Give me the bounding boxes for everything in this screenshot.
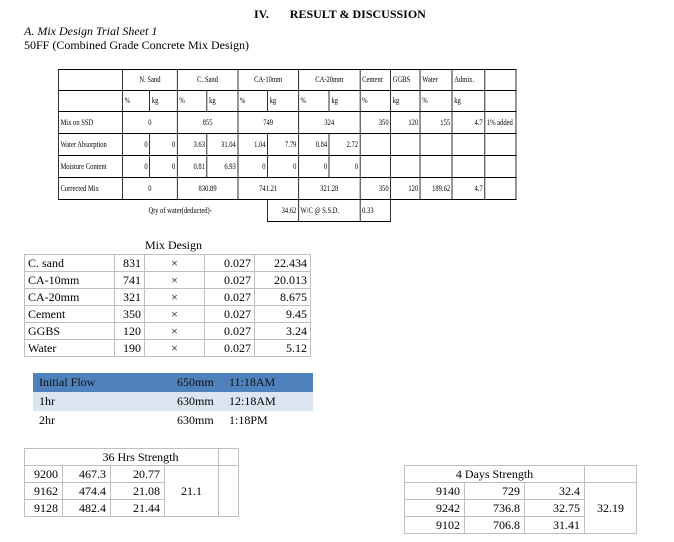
load-value: 706.8 [465, 517, 525, 534]
blank-cell [219, 449, 239, 466]
mix-design-title: Mix Design [145, 238, 202, 252]
empty-cell [420, 156, 452, 178]
flow-time: 11:18AM [223, 373, 313, 392]
row-label: Mix on SSD [58, 112, 122, 134]
unit-cell: kg [329, 91, 360, 112]
unit-cell: kg [268, 91, 299, 112]
material-qty: 741 [115, 272, 145, 289]
strength-title: 4 Days Strength [405, 466, 585, 483]
qty-water-label: Qty of water(deducted)- [148, 205, 212, 215]
factor: 0.027 [205, 289, 255, 306]
material-name: GGBS [25, 323, 115, 340]
flow-label: 2hr [33, 411, 171, 430]
mix-trial-table [58, 69, 516, 222]
load-value: 482.4 [63, 500, 111, 517]
subheading: A. Mix Design Trial Sheet 1 [24, 24, 158, 38]
wc-ratio-label: W/C @ S.S.D. [298, 200, 360, 222]
header-admix: Admix. [452, 70, 485, 91]
cell-csand-kg: 6.93 [207, 156, 238, 178]
multiply-sign: × [145, 255, 205, 272]
header-ca10: CA-10mm [238, 70, 299, 91]
header-nsand: N. Sand [123, 70, 178, 91]
cell-ca20: 324 [298, 112, 360, 134]
strength-value: 21.44 [111, 500, 165, 517]
material-name: CA-20mm [25, 289, 115, 306]
cell-ca20-pct: 0.84 [298, 134, 329, 156]
table-row [25, 466, 239, 483]
cell-csand-pct: 3.63 [177, 134, 207, 156]
table-row [33, 373, 313, 392]
strength-value: 21.08 [111, 483, 165, 500]
cell-water: 155 [420, 112, 452, 134]
unit-cell: % [360, 91, 391, 112]
flow-label: Initial Flow [33, 373, 171, 392]
strength-value: 32.4 [525, 483, 585, 500]
cell-cement: 350 [360, 112, 391, 134]
material-qty: 190 [115, 340, 145, 357]
mix-design-table [24, 254, 311, 357]
empty-cell [391, 134, 421, 156]
factor: 0.027 [205, 323, 255, 340]
empty-cell [360, 134, 391, 156]
blank-cell [585, 466, 637, 483]
cell-ca20-kg: 0 [329, 156, 360, 178]
table-row [25, 323, 311, 340]
specimen-id: 9200 [25, 466, 63, 483]
cell-ggbs: 120 [391, 178, 421, 200]
cell-ca20-kg: 2.72 [329, 134, 360, 156]
cell-nsand-kg: 0 [150, 156, 178, 178]
table-row [25, 255, 311, 272]
cell-ca10-kg: 0 [268, 156, 299, 178]
cell-nsand: 0 [123, 178, 178, 200]
strength-36hrs-table [24, 448, 239, 517]
cell-nsand-pct: 0 [123, 134, 150, 156]
cell-ca20-pct: 0 [298, 156, 329, 178]
unit-cell: % [298, 91, 329, 112]
cell-water: 189.62 [420, 178, 452, 200]
material-qty: 321 [115, 289, 145, 306]
empty-cell [420, 134, 452, 156]
flow-value: 650mm [171, 373, 223, 392]
empty-cell [391, 156, 421, 178]
table-row [33, 411, 313, 430]
corner-cell [58, 91, 122, 112]
cell-cement: 350 [360, 178, 391, 200]
unit-cell: kg [207, 91, 238, 112]
blank-cell [219, 466, 239, 517]
load-value: 467.3 [63, 466, 111, 483]
flow-table [33, 373, 313, 430]
row-label: Moisture Content [58, 156, 122, 178]
blank-cell [238, 200, 268, 222]
corner-cell [58, 70, 122, 91]
cell-ca20: 321.28 [298, 178, 360, 200]
empty-cell [452, 134, 485, 156]
table-row [25, 306, 311, 323]
empty-cell [485, 134, 516, 156]
specimen-id: 9128 [25, 500, 63, 517]
multiply-sign: × [145, 289, 205, 306]
unit-header-row [58, 91, 516, 112]
material-qty: 831 [115, 255, 145, 272]
unit-cell: kg [452, 91, 485, 112]
multiply-sign: × [145, 272, 205, 289]
header-ca20: CA-20mm [298, 70, 360, 91]
specimen-id: 9102 [405, 517, 465, 534]
result: 22.434 [255, 255, 311, 272]
blank-cell [25, 449, 63, 466]
specimen-id: 9162 [25, 483, 63, 500]
flow-time: 1:18PM [223, 411, 313, 430]
cell-ca10: 749 [238, 112, 299, 134]
flow-value: 630mm [171, 392, 223, 411]
factor: 0.027 [205, 272, 255, 289]
table-row [25, 449, 239, 466]
load-value: 474.4 [63, 483, 111, 500]
header-csand: C. Sand [177, 70, 238, 91]
average-strength: 21.1 [165, 466, 219, 517]
table-row [25, 289, 311, 306]
flow-value: 630mm [171, 411, 223, 430]
row-mix-ssd [58, 112, 516, 134]
average-strength: 32.19 [585, 483, 637, 534]
empty-cell [360, 156, 391, 178]
material-qty: 350 [115, 306, 145, 323]
unit-cell: % [420, 91, 452, 112]
multiply-sign: × [145, 306, 205, 323]
row-label: Corrected Mix [58, 178, 122, 200]
result: 9.45 [255, 306, 311, 323]
specimen-id: 9140 [405, 483, 465, 500]
row-corrected-mix [58, 178, 516, 200]
material-name: Cement [25, 306, 115, 323]
multiply-sign: × [145, 340, 205, 357]
strength-value: 20.77 [111, 466, 165, 483]
strength-value: 31.41 [525, 517, 585, 534]
cell-nsand-kg: 0 [150, 134, 178, 156]
cell-csand-pct: 0.81 [177, 156, 207, 178]
cell-ca10-kg: 7.79 [268, 134, 299, 156]
material-name: CA-10mm [25, 272, 115, 289]
strength-4days-table [404, 465, 637, 534]
material-name: Water [25, 340, 115, 357]
qty-water-value: 34.62 [268, 200, 299, 222]
empty-cell [452, 156, 485, 178]
unit-cell: % [123, 91, 150, 112]
multiply-sign: × [145, 323, 205, 340]
row-water-absorption [58, 134, 516, 156]
header-note [485, 70, 516, 91]
load-value: 729 [465, 483, 525, 500]
cell-csand: 830.89 [177, 178, 238, 200]
result: 5.12 [255, 340, 311, 357]
table-row [405, 483, 637, 500]
cell-ca10: 741.21 [238, 178, 299, 200]
cell-nsand: 0 [123, 112, 178, 134]
empty-cell [485, 156, 516, 178]
group-header-row [58, 70, 516, 91]
header-cement: Cement [360, 70, 391, 91]
factor: 0.027 [205, 306, 255, 323]
result: 8.675 [255, 289, 311, 306]
unit-cell: kg [150, 91, 178, 112]
table-row [25, 340, 311, 357]
row-footer [58, 200, 516, 222]
blank-cell [58, 200, 122, 222]
blank-cell [391, 200, 516, 222]
table-row [33, 392, 313, 411]
factor: 0.027 [205, 255, 255, 272]
material-name: C. sand [25, 255, 115, 272]
cell-ggbs: 120 [391, 112, 421, 134]
table-row [405, 466, 637, 483]
cell-admix: 4.7 [452, 178, 485, 200]
cell-note: 1% added [485, 112, 516, 134]
cell-ca10-pct: 0 [238, 156, 268, 178]
flow-time: 12:18AM [223, 392, 313, 411]
row-moisture-content [58, 156, 516, 178]
result: 3.24 [255, 323, 311, 340]
empty-cell [485, 91, 516, 112]
strength-title: 36 Hrs Strength [63, 449, 219, 466]
factor: 0.027 [205, 340, 255, 357]
header-water: Water [420, 70, 452, 91]
document-subtitle: 50FF (Combined Grade Concrete Mix Design) [24, 38, 249, 52]
section-heading: IV. RESULT & DISCUSSION [254, 7, 426, 21]
material-qty: 120 [115, 323, 145, 340]
unit-cell: % [177, 91, 207, 112]
specimen-id: 9242 [405, 500, 465, 517]
header-ggbs: GGBS [391, 70, 421, 91]
unit-cell: % [238, 91, 268, 112]
cell-csand-kg: 31.04 [207, 134, 238, 156]
row-label: Water Absorption [58, 134, 122, 156]
cell-ca10-pct: 1.04 [238, 134, 268, 156]
flow-label: 1hr [33, 392, 171, 411]
cell-csand: 855 [177, 112, 238, 134]
result: 20.013 [255, 272, 311, 289]
wc-ratio-value: 0.33 [360, 200, 391, 222]
empty-cell [485, 178, 516, 200]
load-value: 736.8 [465, 500, 525, 517]
cell-nsand-pct: 0 [123, 156, 150, 178]
table-row [25, 272, 311, 289]
cell-admix: 4.7 [452, 112, 485, 134]
strength-value: 32.75 [525, 500, 585, 517]
unit-cell: kg [391, 91, 421, 112]
